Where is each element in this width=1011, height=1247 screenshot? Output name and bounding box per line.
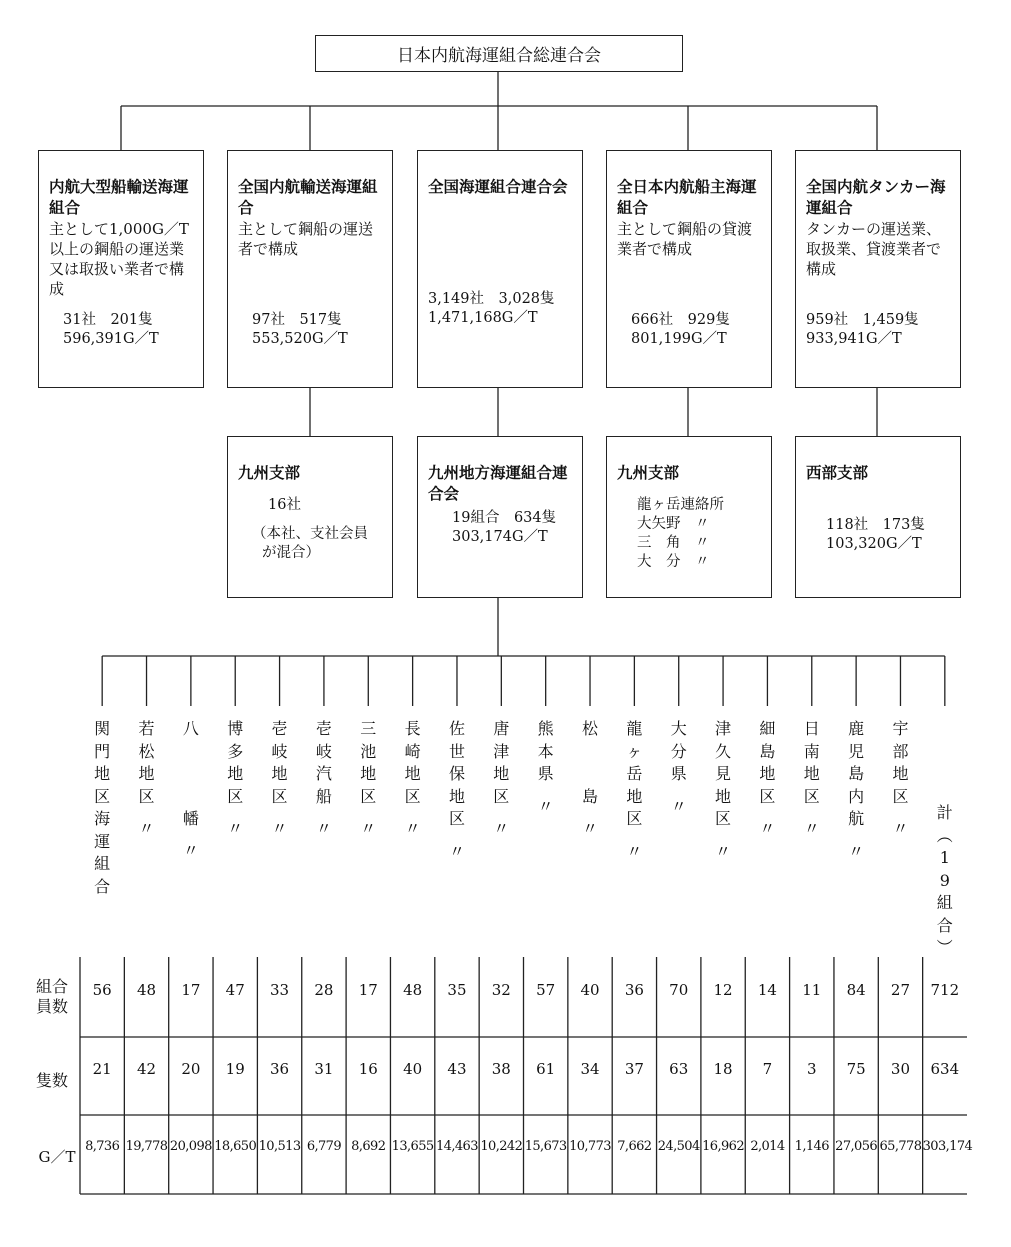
table-cell-gt: 303,174 [922, 1139, 973, 1154]
table-cell-members: 47 [225, 981, 245, 999]
table-cell-members: 32 [491, 981, 511, 999]
table-cell-gt: 10,513 [258, 1139, 301, 1154]
org-box-5 [795, 150, 961, 388]
table-cell-members: 35 [447, 981, 467, 999]
table-cell-members: 84 [846, 981, 866, 999]
member-association-name: 唐 津 地 区 〃 [493, 719, 510, 838]
table-cell-gt: 7,662 [617, 1139, 652, 1154]
table-cell-gt: 16,962 [702, 1139, 744, 1154]
branch-name: 九州支部 [617, 464, 680, 482]
table-cell-ships: 31 [314, 1060, 334, 1078]
branch-line-2: （本社、支社会員 [252, 526, 368, 542]
branch-name: 九州地方海運組合連合会 [428, 464, 568, 503]
branch-box-1 [227, 436, 393, 598]
table-cell-gt: 19,778 [125, 1139, 168, 1154]
member-association-name: 計 ︵ 1 9 組 合 ︶ [936, 803, 953, 957]
table-cell-gt: 1,146 [794, 1139, 829, 1154]
table-cell-members: 17 [358, 981, 378, 999]
member-association-name: 日 南 地 区 〃 [803, 719, 820, 838]
org-desc: 主として鋼船の貸渡業者で構成 [617, 220, 753, 258]
table-cell-ships: 63 [669, 1060, 689, 1078]
table-cell-gt: 8,692 [351, 1139, 386, 1154]
table-cell-members: 33 [270, 981, 290, 999]
table-cell-gt: 13,655 [391, 1139, 434, 1154]
member-association-name: 八 幡 〃 [182, 719, 199, 860]
org-name: 全国海運組合連合会 [428, 178, 568, 196]
table-cell-ships: 16 [358, 1060, 378, 1078]
org-box-4 [606, 150, 772, 388]
member-association-name: 細 島 地 区 〃 [759, 719, 776, 838]
table-cell-gt: 14,463 [436, 1139, 478, 1154]
branch-box-2 [417, 436, 583, 598]
member-association-name: 佐 世 保 地 区 〃 [448, 719, 465, 861]
table-cell-gt: 6,779 [306, 1139, 342, 1154]
table-cell-gt: 27,056 [835, 1139, 878, 1154]
branch-line-1: 19組合 634隻 [452, 510, 557, 526]
org-box-2 [227, 150, 393, 388]
member-association-name: 若 松 地 区 〃 [138, 719, 155, 838]
org-box-3 [417, 150, 583, 388]
org-desc: 主として1,000G／T以上の鋼船の運送業又は取扱い業者で構成 [49, 220, 189, 298]
member-association-name: 関 門 地 区 海 運 組 合 [94, 719, 111, 896]
org-stats-gt: 1,471,168G／T [428, 310, 538, 326]
org-stats-gt: 801,199G／T [631, 331, 727, 347]
member-association-name: 三 池 地 区 〃 [360, 719, 377, 838]
table-cell-members: 11 [802, 981, 822, 999]
member-association-name: 長 崎 地 区 〃 [404, 719, 421, 838]
org-stats-count: 959社 1,459隻 [806, 312, 919, 328]
table-cell-members: 36 [624, 981, 644, 999]
table-cell-ships: 75 [846, 1060, 866, 1078]
table-cell-ships: 3 [806, 1060, 817, 1078]
row-label-members: 組合員数 [35, 977, 68, 1016]
member-association-name: 大 分 県 〃 [670, 719, 687, 816]
table-cell-gt: 15,673 [524, 1139, 567, 1154]
table-cell-ships: 21 [92, 1060, 112, 1078]
member-association-name: 博 多 地 区 〃 [227, 719, 244, 838]
root-org-title: 日本内航海運組合総連合会 [397, 46, 601, 66]
branch-line-2: 103,320G／T [826, 536, 922, 552]
member-association-name: 壱 岐 汽 船 〃 [315, 719, 332, 838]
member-association-name: 鹿 児 島 内 航 〃 [848, 719, 865, 861]
org-stats-count: 31社 201隻 [63, 312, 153, 328]
branch-name: 九州支部 [238, 464, 301, 482]
org-name: 全国内航輸送海運組合 [238, 178, 378, 217]
table-cell-ships: 42 [136, 1060, 157, 1078]
org-stats-gt: 596,391G／T [63, 331, 159, 347]
org-stats-gt: 933,941G／T [806, 331, 902, 347]
table-cell-members: 12 [713, 981, 733, 999]
member-association-name: 龍 ヶ 岳 地 区 〃 [626, 719, 643, 861]
table-cell-ships: 634 [930, 1060, 960, 1078]
org-name: 内航大型船輸送海運組合 [49, 178, 189, 217]
table-cell-ships: 20 [181, 1060, 201, 1078]
root-org-box [315, 35, 683, 72]
table-cell-ships: 30 [890, 1060, 911, 1078]
member-association-name: 津 久 見 地 区 〃 [715, 719, 732, 861]
table-cell-members: 28 [314, 981, 334, 999]
table-cell-gt: 65,778 [879, 1139, 922, 1154]
table-cell-ships: 61 [536, 1060, 556, 1078]
branch-line-1: 16社 [268, 497, 301, 513]
table-cell-members: 57 [536, 981, 556, 999]
member-association-name: 宇 部 地 区 〃 [892, 719, 909, 838]
row-label-ships: 隻数 [35, 1071, 68, 1090]
branch-line-2: 303,174G／T [452, 529, 548, 545]
table-cell-members: 14 [757, 981, 777, 999]
table-cell-ships: 38 [491, 1060, 511, 1078]
table-cell-members: 70 [669, 981, 689, 999]
org-stats-count: 3,149社 3,028隻 [428, 291, 555, 307]
table-cell-members: 17 [181, 981, 201, 999]
branch-line-3: が混合） [262, 545, 320, 561]
branch-line-2: 大矢野 〃 [637, 516, 710, 532]
table-cell-ships: 7 [762, 1060, 773, 1078]
table-cell-ships: 43 [447, 1060, 467, 1078]
table-cell-members: 27 [890, 981, 911, 999]
table-cell-members: 712 [930, 981, 960, 999]
table-cell-ships: 19 [225, 1060, 245, 1078]
org-name: 全日本内航船主海運組合 [617, 178, 757, 217]
table-cell-members: 48 [136, 981, 157, 999]
org-stats-gt: 553,520G／T [252, 331, 348, 347]
table-cell-members: 40 [580, 981, 600, 999]
branch-line-1: 118社 173隻 [826, 517, 925, 533]
org-desc: 主として鋼船の運送者で構成 [238, 220, 374, 258]
table-cell-ships: 34 [580, 1060, 600, 1078]
table-cell-gt: 18,650 [214, 1139, 257, 1154]
branch-name: 西部支部 [806, 464, 869, 482]
table-cell-gt: 20,098 [169, 1139, 212, 1154]
branch-box-4 [795, 436, 961, 598]
org-desc: タンカーの運送業、取扱業、貸渡業者で構成 [806, 220, 942, 278]
org-name: 全国内航タンカー海運組合 [806, 178, 946, 217]
table-cell-gt: 2,014 [750, 1139, 785, 1154]
table-cell-members: 48 [403, 981, 423, 999]
branch-line-4: 大 分 〃 [637, 554, 710, 570]
org-stats-count: 666社 929隻 [631, 312, 730, 328]
row-label-gt: G／T [38, 1148, 76, 1166]
table-cell-ships: 18 [713, 1060, 733, 1078]
table-cell-gt: 8,736 [85, 1139, 120, 1154]
table-cell-gt: 10,242 [480, 1139, 523, 1154]
branch-line-3: 三 角 〃 [637, 535, 710, 551]
branch-line-1: 龍ヶ岳連絡所 [637, 497, 724, 513]
member-association-name: 壱 岐 地 区 〃 [271, 719, 288, 838]
table-cell-ships: 40 [403, 1060, 423, 1078]
table-cell-members: 56 [92, 981, 112, 999]
table-cell-ships: 37 [624, 1060, 644, 1078]
table-cell-ships: 36 [270, 1060, 290, 1078]
table-cell-gt: 24,504 [657, 1139, 700, 1154]
org-stats-count: 97社 517隻 [252, 312, 342, 328]
member-association-name: 熊 本 県 〃 [537, 719, 554, 816]
org-box-1 [38, 150, 204, 388]
branch-box-3 [606, 436, 772, 598]
table-cell-gt: 10,773 [569, 1139, 611, 1154]
member-association-name: 松 島 〃 [582, 719, 599, 838]
